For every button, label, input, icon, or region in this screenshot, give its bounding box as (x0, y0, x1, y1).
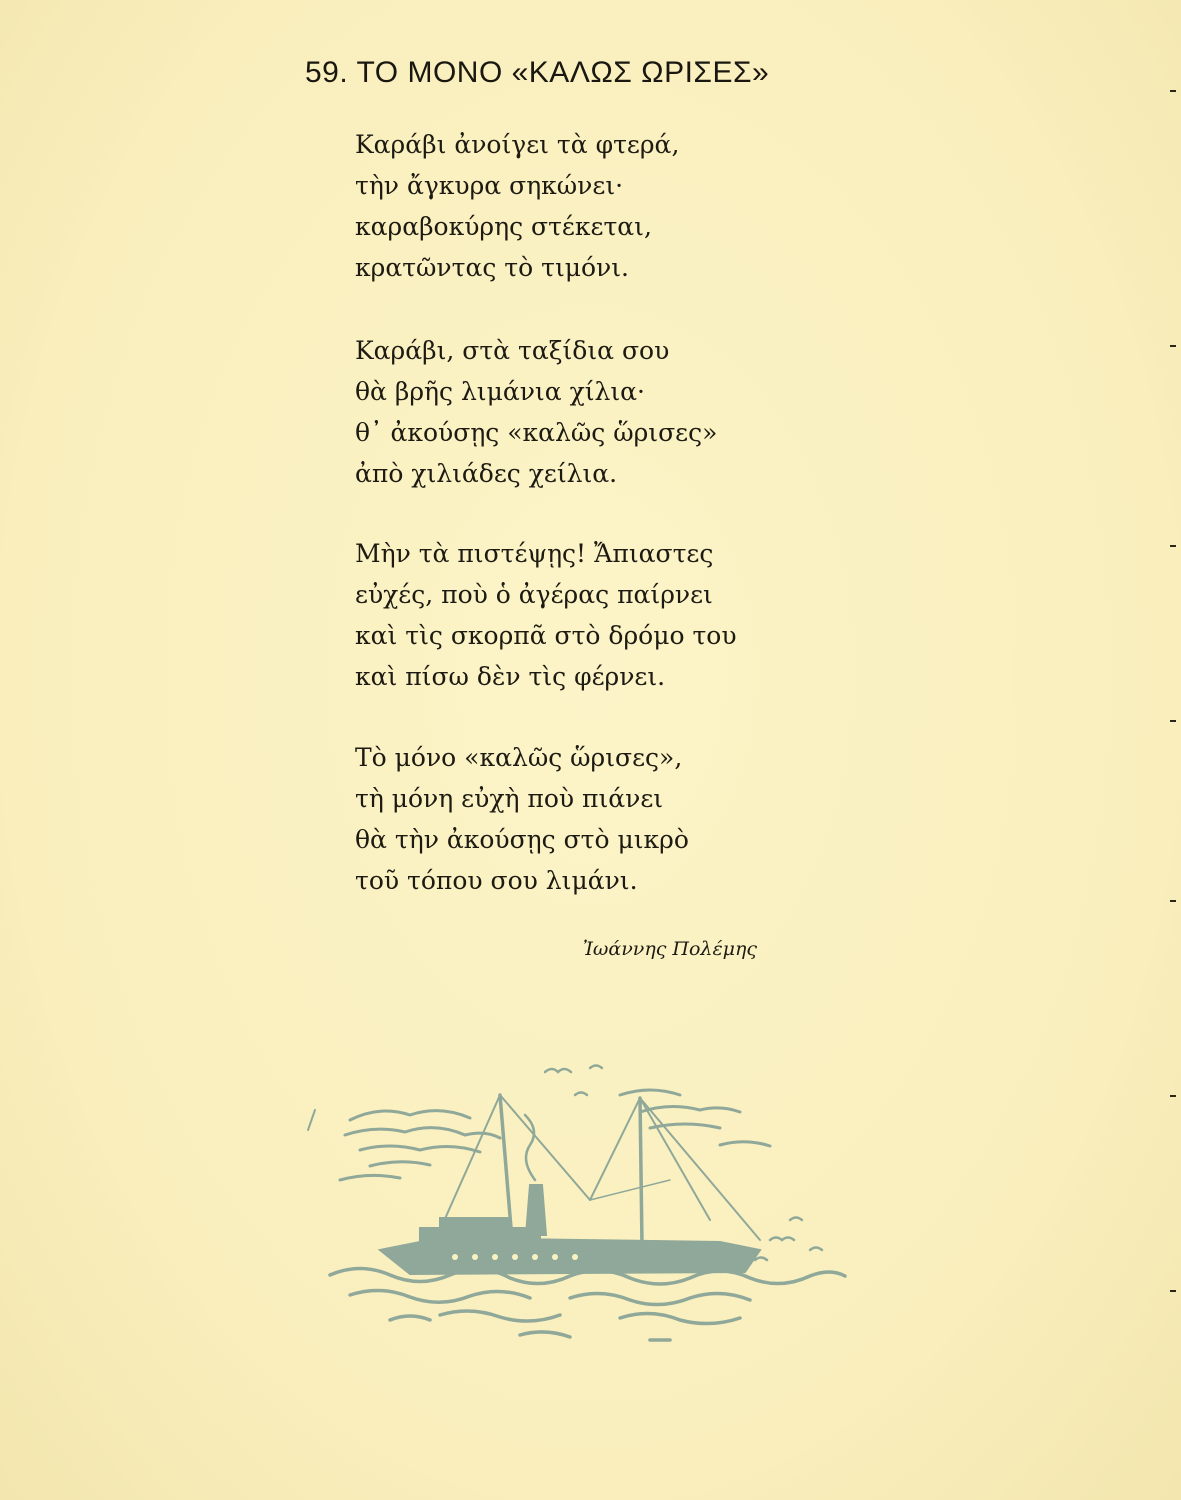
margin-mark (1170, 720, 1176, 722)
poem-line: θ᾽ ἀκούσῃς «καλῶς ὥρισες» (355, 418, 718, 447)
poem-line: κρατῶντας τὸ τιμόνι. (355, 253, 629, 282)
poem-line: Καράβι, στὰ ταξίδια σου (355, 336, 670, 365)
poem-line: θὰ βρῆς λιμάνια χίλια· (355, 377, 645, 406)
poem-line: καὶ τὶς σκορπᾶ στὸ δρόμο του (355, 621, 737, 650)
stanza-2 (355, 330, 717, 494)
poem-line: Τὸ μόνο «καλῶς ὥρισες», (355, 743, 683, 772)
margin-mark (1170, 345, 1176, 347)
poem-line: εὐχές, ποὺ ὁ ἀγέρας παίρνει (355, 580, 713, 609)
poem-line: τὴ μόνη εὐχὴ ποὺ πιάνει (355, 784, 664, 813)
margin-mark (1170, 900, 1176, 902)
margin-mark (1170, 545, 1176, 547)
poem-author: Ἰωάννης Πολέμης (583, 938, 758, 960)
poem-line: τὴν ἄγκυρα σηκώνει· (355, 171, 624, 200)
stanza-3 (355, 533, 737, 697)
ship-at-sea-illustration (290, 1050, 870, 1350)
poem-line: τοῦ τόπου σου λιμάνι. (355, 866, 638, 895)
poem-line: Καράβι ἀνοίγει τὰ φτερά, (355, 130, 680, 159)
poem-line: καραβοκύρης στέκεται, (355, 212, 652, 241)
poem-line: ἀπὸ χιλιάδες χείλια. (355, 459, 618, 488)
margin-mark (1170, 1290, 1176, 1292)
margin-mark (1170, 1095, 1176, 1097)
poem-line: θὰ τὴν ἀκούσῃς στὸ μικρὸ (355, 825, 689, 854)
poem-line: καὶ πίσω δὲν τὶς φέρνει. (355, 662, 666, 691)
poem-line: Μὴν τὰ πιστέψῃς! Ἄπιαστες (355, 539, 714, 568)
stanza-4 (355, 737, 689, 901)
margin-mark (1170, 90, 1176, 92)
stanza-1 (355, 124, 679, 288)
poem-title: 59. ΤΟ ΜΟΝΟ «ΚΑΛΩΣ ΩΡΙΣΕΣ» (305, 56, 770, 89)
